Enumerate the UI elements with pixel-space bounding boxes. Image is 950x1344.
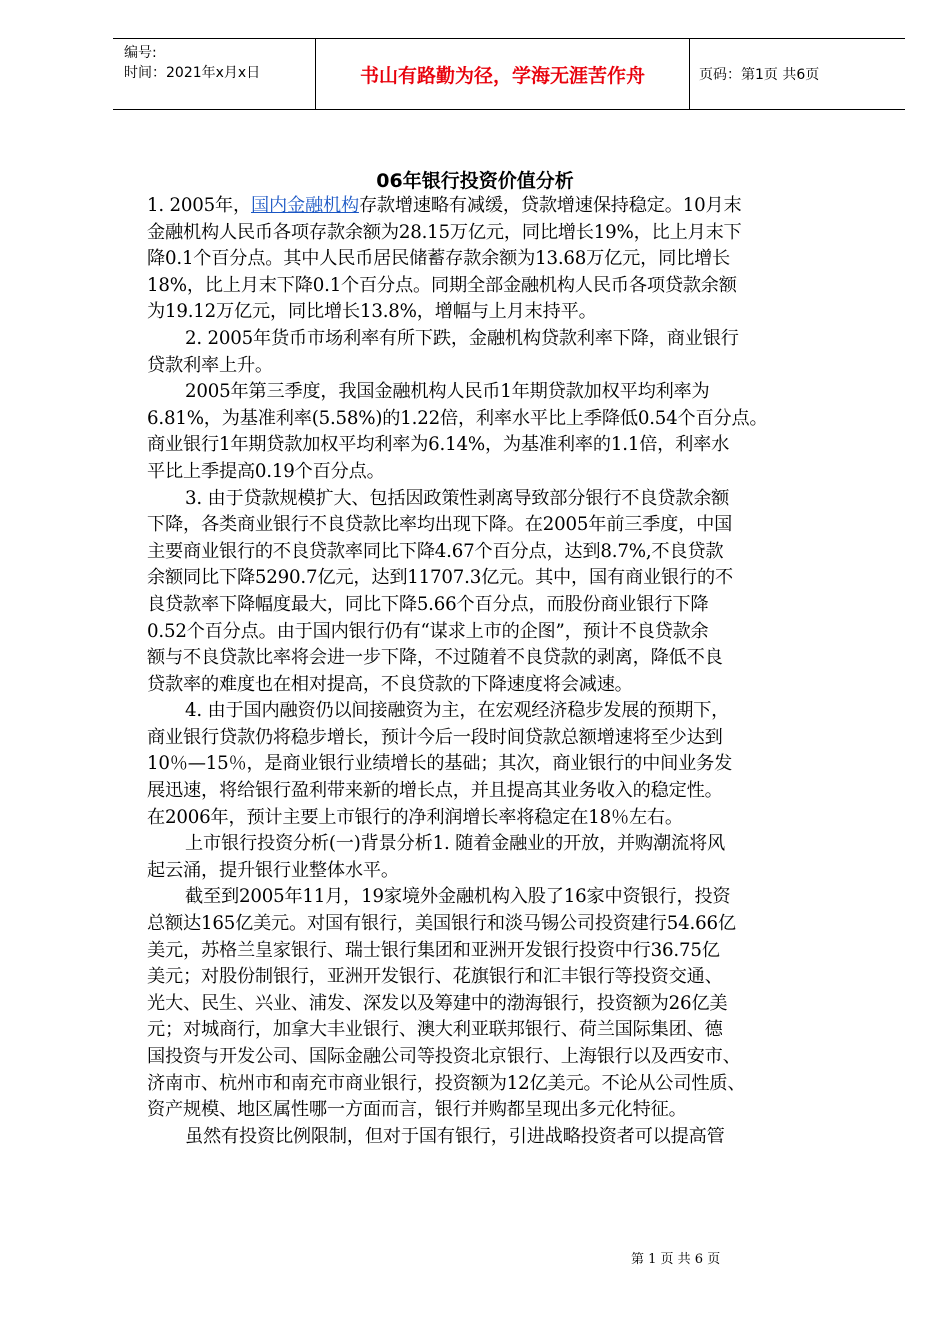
paragraph-line: 截至到2005年11月，19家境外金融机构入股了16家中资银行，投资 — [185, 886, 731, 908]
paragraph-line: 贷款利率上升。 — [147, 354, 273, 376]
paragraph-line: 降0.1个百分点。其中人民币居民储蓄存款余额为13.68万亿元，同比增长 — [147, 248, 731, 270]
paragraph-line: 余额同比下降5290.7亿元，达到11707.3亿元。其中，国有商业银行的不 — [147, 567, 733, 589]
paragraph-line: 主要商业银行的不良贷款率同比下降4.67个百分点，达到8.7%,不良贷款 — [147, 540, 724, 562]
paragraph-line: 1. 2005年，国内金融机构存款增速略有减缓，贷款增速保持稳定。10月末 — [147, 195, 742, 216]
paragraph-line: 起云涌，提升银行业整体水平。 — [147, 859, 399, 881]
header-meta — [113, 39, 316, 109]
paragraph-line: 平比上季提高0.19个百分点。 — [147, 460, 385, 482]
paragraph-line: 资产规模、地区属性哪一方面而言，银行并购都呈现出多元化特征。 — [147, 1099, 687, 1121]
paragraph-line: 下降，各类商业银行不良贷款比率均出现下降。在2005年前三季度，中国 — [147, 514, 733, 536]
header-motto: 书山有路勤为径，学海无涯苦作舟 — [316, 39, 690, 109]
paragraph-line: 商业银行贷款仍将稳步增长，预计今后一段时间贷款总额增速将至少达到 — [147, 726, 723, 748]
paragraph-line: 美元；对股份制银行，亚洲开发银行、花旗银行和汇丰银行等投资交通、 — [147, 966, 723, 988]
paragraph-line: 上市银行投资分析(一)背景分析1. 随着金融业的开放，并购潮流将风 — [185, 833, 725, 855]
paragraph-line: 2005年第三季度，我国金融机构人民币1年期贷款加权平均利率为 — [185, 381, 710, 403]
paragraph-line: 总额达165亿美元。对国有银行，美国银行和淡马锡公司投资建行54.66亿 — [147, 913, 736, 935]
page-header — [113, 38, 905, 110]
paragraph-line: 6.81%，为基准利率(5.58%)的1.22倍，利率水平比上季降低0.54个百分点。 — [147, 407, 768, 429]
paragraph-line: 光大、民生、兴业、浦发、深发以及筹建中的渤海银行，投资额为26亿美 — [147, 992, 728, 1014]
paragraph-line: 国投资与开发公司、国际金融公司等投资北京银行、上海银行以及西安市、 — [147, 1046, 741, 1067]
paragraph-line: 元；对城商行，加拿大丰业银行、澳大利亚联邦银行、荷兰国际集团、德 — [147, 1019, 723, 1041]
document-body — [147, 193, 892, 1150]
paragraph-line: 金融机构人民币各项存款余额为28.15万亿元，同比增长19%，比上月末下 — [147, 221, 742, 243]
paragraph-line: 展迅速，将给银行盈利带来新的增长点，并且提高其业务收入的稳定性。 — [147, 780, 723, 802]
paragraph-line: 良贷款率下降幅度最大，同比下降5.66个百分点，而股份商业银行下降 — [147, 593, 709, 615]
serial-number-label: 编号: — [124, 45, 157, 61]
paragraph-line: 商业银行1年期贷款加权平均利率为6.14%，为基准利率的1.1倍，利率水 — [147, 434, 730, 456]
time-label: 时间：2021年x月x日 — [124, 65, 261, 81]
paragraph-line: 18%，比上月末下降0.1个百分点。同期全部金融机构人民币各项贷款余额 — [147, 274, 737, 296]
paragraph-line: 贷款率的难度也在相对提高，不良贷款的下降速度将会减速。 — [147, 673, 633, 695]
paragraph-line: 济南市、杭州市和南充市商业银行，投资额为12亿美元。不论从公司性质、 — [147, 1072, 746, 1094]
document-title: 06年银行投资价值分析 — [376, 170, 574, 192]
paragraph-line: 虽然有投资比例限制，但对于国有银行，引进战略投资者可以提高管 — [185, 1125, 725, 1147]
paragraph-line: 10％—15％，是商业银行业绩增长的基础；其次，商业银行的中间业务发 — [147, 753, 733, 775]
page-footer: 第 1 页 共 6 页 — [631, 1252, 721, 1267]
paragraph-line: 为19.12万亿元，同比增长13.8%，增幅与上月末持平。 — [147, 301, 597, 323]
paragraph-line: 额与不良贷款比率将会进一步下降，不过随着不良贷款的剥离，降低不良 — [147, 647, 723, 669]
paragraph-line: 3. 由于贷款规模扩大、包括因政策性剥离导致部分银行不良贷款余额 — [185, 487, 730, 509]
paragraph-line: 在2006年，预计主要上市银行的净利润增长率将稳定在18％左右。 — [147, 806, 683, 828]
paragraph-line: 0.52个百分点。由于国内银行仍有“谋求上市的企图”，预计不良贷款余 — [147, 620, 709, 642]
paragraph-line: 美元，苏格兰皇家银行、瑞士银行集团和亚洲开发银行投资中行36.75亿 — [147, 939, 720, 961]
header-page-info: 页码：第1页 共6页 — [699, 67, 820, 83]
paragraph-line: 2. 2005年货币市场利率有所下跌，金融机构贷款利率下降，商业银行 — [185, 327, 739, 349]
paragraph-line: 4. 由于国内融资仍以间接融资为主，在宏观经济稳步发展的预期下， — [185, 700, 730, 722]
link-domestic-financial-institutions[interactable]: 国内金融机构 — [251, 195, 359, 216]
